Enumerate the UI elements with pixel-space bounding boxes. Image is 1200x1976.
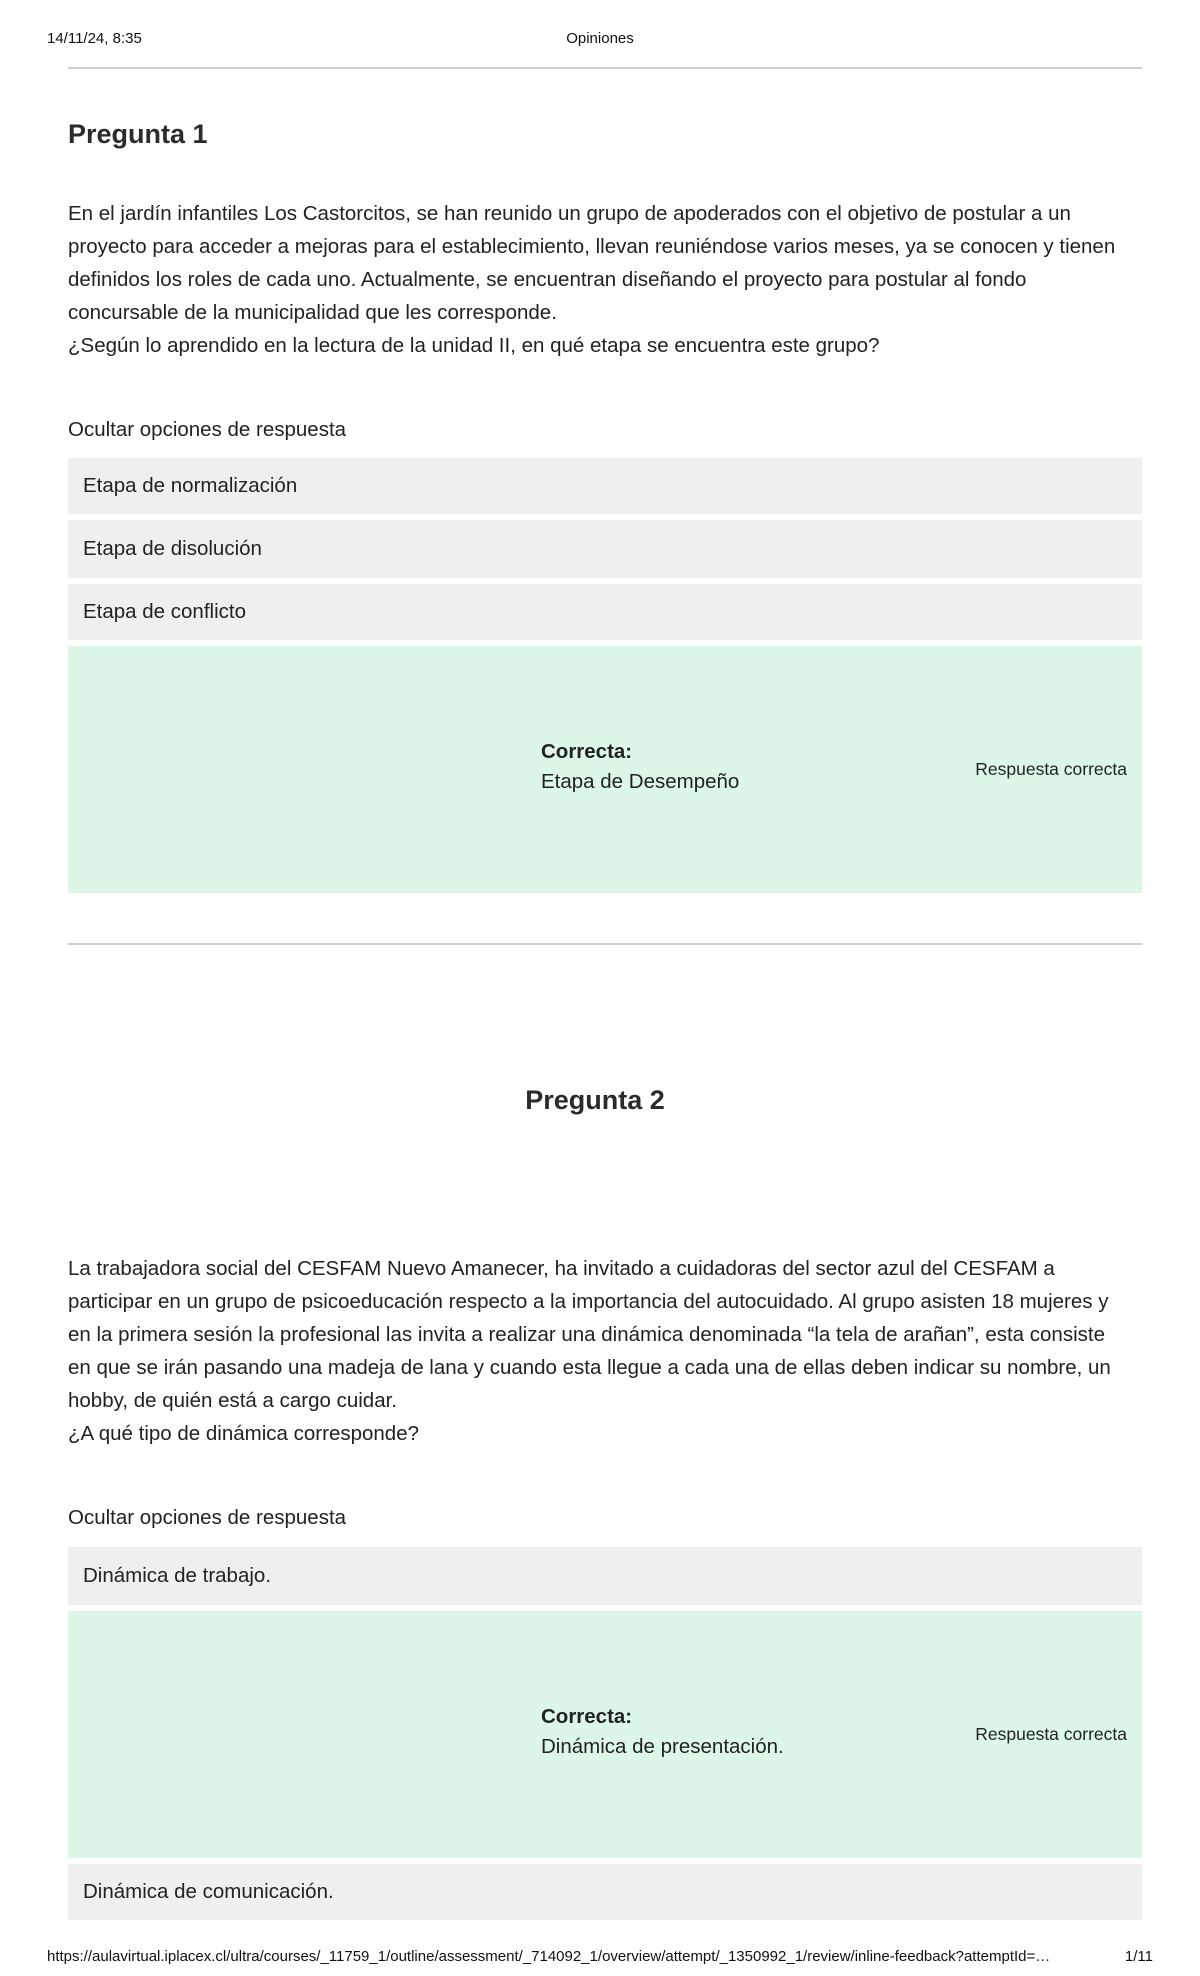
question-text-line: La trabajadora social del CESFAM Nuevo Amanecer, ha invitado a cuidadoras del sector azul del CESFAM a xyxy=(68,1257,1055,1280)
answer-option-label: Etapa de normalización xyxy=(83,474,298,497)
hide-answer-options-toggle[interactable]: Ocultar opciones de respuesta xyxy=(68,418,347,441)
page-number: 1/11 xyxy=(1124,1948,1153,1965)
question-text xyxy=(68,1252,1142,1450)
correct-answer-badge: Respuesta correcta xyxy=(975,759,1127,779)
question-text xyxy=(68,197,1142,362)
question-text-line: en la primera sesión la profesional las invita a realizar una dinámica denominada “la tela de arañan”, esta consiste xyxy=(68,1323,1105,1346)
question-text-line: proyecto para acceder a mejoras para el establecimiento, llevan reuniéndose varios meses, ya se conocen y tienen xyxy=(68,235,1116,258)
correct-answer-block xyxy=(541,740,739,794)
answer-option-label: Dinámica de comunicación. xyxy=(83,1880,334,1903)
question-prompt: ¿A qué tipo de dinámica corresponde? xyxy=(68,1422,420,1445)
answer-option[interactable] xyxy=(68,458,1142,514)
top-divider xyxy=(68,67,1142,69)
question-text-line: definidos los roles de cada uno. Actualmente, se encuentran diseñando el proyecto para postular al fondo xyxy=(68,268,1027,291)
question-text-line: hobby, de quién está a cargo cuidar. xyxy=(68,1389,397,1412)
answer-option[interactable] xyxy=(68,520,1142,578)
print-footer xyxy=(47,1948,1153,1968)
answer-option-label: Etapa de conflicto xyxy=(83,600,246,623)
answer-option[interactable] xyxy=(68,1864,1142,1920)
print-header xyxy=(47,30,1153,50)
correct-label: Correcta: xyxy=(541,1705,633,1728)
print-url: https://aulavirtual.iplacex.cl/ultra/courses/_11759_1/outline/assessment/_714092_1/overview/attempt/_1350992_1/review/inline-feedback?attemptId=… xyxy=(47,1948,1051,1965)
question-heading: Pregunta 2 xyxy=(525,1085,665,1115)
correct-answer-badge: Respuesta correcta xyxy=(975,1724,1127,1744)
answer-option-label: Etapa de disolución xyxy=(83,537,262,560)
question-text-line: en que se irán pasando una madeja de lana y cuando esta llegue a cada una de ellas deben indicar su nombre, un xyxy=(68,1356,1111,1379)
correct-answer-text: Dinámica de presentación. xyxy=(541,1735,784,1758)
question-heading: Pregunta 1 xyxy=(68,119,208,149)
print-datetime: 14/11/24, 8:35 xyxy=(47,30,142,47)
correct-label: Correcta: xyxy=(541,740,633,763)
correct-answer-option[interactable] xyxy=(68,1611,1142,1858)
correct-answer-text: Etapa de Desempeño xyxy=(541,770,740,793)
question-prompt: ¿Según lo aprendido en la lectura de la unidad II, en qué etapa se encuentra este grupo? xyxy=(68,334,880,357)
correct-answer-option[interactable] xyxy=(68,646,1142,893)
answer-option[interactable] xyxy=(68,1547,1142,1605)
correct-answer-block xyxy=(541,1705,784,1759)
answer-option[interactable] xyxy=(68,584,1142,640)
answer-option-label: Dinámica de trabajo. xyxy=(83,1564,272,1587)
question-divider xyxy=(68,943,1142,945)
print-page-title: Opiniones xyxy=(566,30,634,47)
question-text-line: concursable de la municipalidad que les corresponde. xyxy=(68,301,557,324)
question-text-line: participar en un grupo de psicoeducación respecto a la importancia del autocuidado. Al grupo asisten 18 mujeres y xyxy=(68,1290,1109,1313)
question-text-line: En el jardín infantiles Los Castorcitos, se han reunido un grupo de apoderados con el objetivo de postular a un xyxy=(68,202,1071,225)
hide-answer-options-toggle[interactable]: Ocultar opciones de respuesta xyxy=(68,1506,347,1529)
